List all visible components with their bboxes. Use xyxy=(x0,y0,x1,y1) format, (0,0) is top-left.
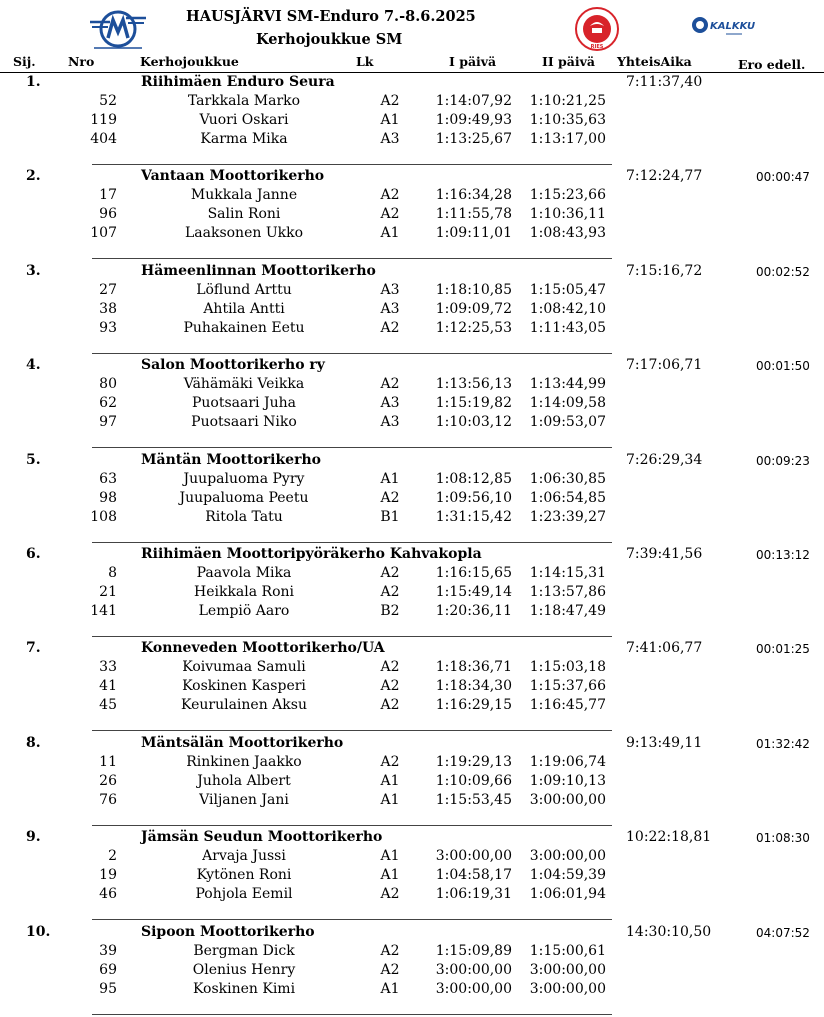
team-separator xyxy=(92,1014,612,1015)
kalkku-logo xyxy=(690,12,760,42)
rider-day2-time: 3:00:00,00 xyxy=(529,980,606,997)
rider-class: A1 xyxy=(380,867,400,884)
rider-name: Keurulainen Aksu xyxy=(181,697,307,714)
rider-day2-time: 1:06:01,94 xyxy=(529,886,606,903)
rider-name: Pohjola Eemil xyxy=(195,886,293,903)
rider-class: A2 xyxy=(380,206,400,223)
rider-number: 76 xyxy=(99,791,117,808)
team-club-name: Konneveden Moottorikerho/UA xyxy=(141,640,385,657)
team-club-name: Vantaan Moottorikerho xyxy=(141,168,325,185)
rider-name: Juhola Albert xyxy=(197,772,291,789)
team-gap-time: 01:32:42 xyxy=(756,736,810,751)
ries-logo xyxy=(574,6,620,52)
rider-number: 96 xyxy=(99,206,117,223)
team-total-time: 7:26:29,34 xyxy=(626,451,703,468)
rider-day1-time: 1:16:34,28 xyxy=(435,187,512,204)
rider-class: A2 xyxy=(380,753,400,770)
team-club-name: Riihimäen Enduro Seura xyxy=(141,74,335,90)
team-separator xyxy=(92,636,612,637)
rider-name: Koskinen Kimi xyxy=(192,980,296,997)
rider-name: Puotsaari Juha xyxy=(192,395,296,412)
team-rank: 3. xyxy=(26,262,41,279)
rider-class: A1 xyxy=(380,791,400,808)
team-gap-time: 00:01:50 xyxy=(756,359,810,374)
rider-day1-time: 1:18:10,85 xyxy=(435,281,512,298)
rider-class: A2 xyxy=(380,942,400,959)
col-lk: Lk xyxy=(356,54,374,69)
rider-day2-time: 1:04:59,39 xyxy=(529,867,606,884)
rider-day1-time: 1:18:34,30 xyxy=(435,678,512,695)
rider-name: Rinkinen Jaakko xyxy=(186,753,302,770)
rider-name: Ahtila Antti xyxy=(203,300,285,317)
rider-class: A2 xyxy=(380,961,400,978)
team-separator xyxy=(92,730,612,731)
rider-day1-time: 1:10:09,66 xyxy=(435,772,512,789)
rider-name: Koivumaa Samuli xyxy=(182,659,306,676)
team-separator xyxy=(92,542,612,543)
rider-day1-time: 1:15:09,89 xyxy=(435,942,512,959)
rider-number: 108 xyxy=(90,508,117,525)
rider-day1-time: 1:13:25,67 xyxy=(435,131,512,147)
team-total-time: 7:12:24,77 xyxy=(626,168,703,185)
team-total-time: 7:41:06,77 xyxy=(626,640,703,657)
team-block xyxy=(0,734,824,828)
team-separator xyxy=(92,825,612,826)
rider-name: Vuori Oskari xyxy=(199,112,289,128)
rider-class: A2 xyxy=(380,564,400,581)
col-kerhojoukkue: Kerhojoukkue xyxy=(140,54,239,69)
rider-day1-time: 1:04:58,17 xyxy=(435,867,512,884)
rider-class: A2 xyxy=(380,489,400,506)
team-club-name: Mäntän Moottorikerho xyxy=(141,451,321,468)
rider-day1-time: 1:14:07,92 xyxy=(435,93,512,109)
rider-day1-time: 3:00:00,00 xyxy=(435,848,512,865)
team-block xyxy=(0,262,824,356)
rider-day2-time: 1:23:39,27 xyxy=(529,508,606,525)
rider-number: 19 xyxy=(99,867,117,884)
rider-class: A2 xyxy=(380,93,400,109)
rider-number: 98 xyxy=(99,489,117,506)
rider-day1-time: 3:00:00,00 xyxy=(435,961,512,978)
rider-day2-time: 1:09:53,07 xyxy=(529,414,606,431)
col-sij: Sij. xyxy=(13,54,36,69)
rider-name: Koskinen Kasperi xyxy=(182,678,306,695)
rider-number: 119 xyxy=(90,112,117,128)
rider-day2-time: 1:08:43,93 xyxy=(529,225,606,242)
rider-name: Tarkkala Marko xyxy=(187,93,301,109)
team-rank: 2. xyxy=(26,168,41,185)
rider-class: A2 xyxy=(380,678,400,695)
rider-day1-time: 1:06:19,31 xyxy=(435,886,512,903)
rider-class: A2 xyxy=(380,886,400,903)
event-title: HAUSJÄRVI SM-Enduro 7.-8.6.2025 xyxy=(186,8,476,25)
rider-number: 38 xyxy=(99,300,117,317)
rider-day2-time: 1:10:36,11 xyxy=(529,206,606,223)
rider-number: 95 xyxy=(99,980,117,997)
team-total-time: 9:13:49,11 xyxy=(626,734,703,751)
team-total-time: 7:15:16,72 xyxy=(626,262,703,279)
team-rank: 8. xyxy=(26,734,41,751)
rider-number: 45 xyxy=(99,697,117,714)
team-separator xyxy=(92,258,612,259)
rider-day1-time: 1:09:49,93 xyxy=(435,112,512,128)
rider-day2-time: 1:13:44,99 xyxy=(529,376,606,393)
rider-class: B1 xyxy=(380,508,400,525)
rider-number: 33 xyxy=(99,659,117,676)
rider-day1-time: 1:15:19,82 xyxy=(435,395,512,412)
rider-number: 8 xyxy=(108,564,117,581)
team-total-time: 14:30:10,50 xyxy=(626,923,712,940)
rider-number: 41 xyxy=(99,678,117,695)
rider-class: A3 xyxy=(380,281,400,298)
team-rank: 1. xyxy=(26,74,41,90)
rider-name: Vähämäki Veikka xyxy=(183,376,305,393)
team-total-time: 7:17:06,71 xyxy=(626,357,703,374)
rider-number: 39 xyxy=(99,942,117,959)
rider-class: B2 xyxy=(380,602,400,619)
rider-number: 52 xyxy=(99,93,117,109)
rider-name: Olenius Henry xyxy=(192,961,296,978)
rider-day1-time: 1:08:12,85 xyxy=(435,470,512,487)
column-header-row xyxy=(0,52,824,73)
team-rank: 4. xyxy=(26,357,41,374)
rider-name: Paavola Mika xyxy=(196,564,292,581)
rider-name: Heikkala Roni xyxy=(193,583,295,600)
rider-day2-time: 1:15:00,61 xyxy=(529,942,606,959)
rider-day1-time: 1:13:56,13 xyxy=(435,376,512,393)
rider-day2-time: 3:00:00,00 xyxy=(529,961,606,978)
rider-day1-time: 3:00:00,00 xyxy=(435,980,512,997)
rider-day2-time: 1:13:17,00 xyxy=(529,131,606,147)
rider-number: 141 xyxy=(90,602,117,619)
rider-name: Bergman Dick xyxy=(193,942,295,959)
rider-class: A3 xyxy=(380,414,400,431)
rider-number: 46 xyxy=(99,886,117,903)
rider-number: 93 xyxy=(99,319,117,336)
rider-day1-time: 1:09:56,10 xyxy=(435,489,512,506)
team-gap-time: 01:08:30 xyxy=(756,831,810,846)
rider-class: A3 xyxy=(380,395,400,412)
rider-class: A1 xyxy=(380,980,400,997)
rider-class: A3 xyxy=(380,300,400,317)
rider-class: A3 xyxy=(380,131,400,147)
rider-name: Arvaja Jussi xyxy=(202,848,286,865)
team-block xyxy=(0,167,824,261)
rider-day2-time: 1:11:43,05 xyxy=(529,319,606,336)
rider-class: A1 xyxy=(380,470,400,487)
rider-day2-time: 1:06:54,85 xyxy=(529,489,606,506)
rider-class: A2 xyxy=(380,376,400,393)
rider-number: 27 xyxy=(99,281,117,298)
rider-number: 17 xyxy=(99,187,117,204)
rider-number: 11 xyxy=(99,753,117,770)
rider-class: A2 xyxy=(380,697,400,714)
rider-number: 21 xyxy=(99,583,117,600)
page-header xyxy=(0,0,824,52)
rider-day2-time: 1:06:30,85 xyxy=(529,470,606,487)
rider-name: Karma Mika xyxy=(200,131,288,147)
col-total: YhteisAika xyxy=(617,54,692,69)
rider-day1-time: 1:16:29,15 xyxy=(435,697,512,714)
team-club-name: Salon Moottorikerho ry xyxy=(141,357,325,374)
team-rank: 10. xyxy=(26,923,51,940)
rider-day2-time: 1:19:06,74 xyxy=(529,753,606,770)
col-gap: Ero edell. xyxy=(738,57,806,72)
rider-day1-time: 1:09:09,72 xyxy=(435,300,512,317)
rider-day2-time: 1:15:03,18 xyxy=(529,659,606,676)
ries-logo-text: RIES xyxy=(590,44,604,50)
rider-name: Mukkala Janne xyxy=(190,187,298,204)
rider-day2-time: 1:14:15,31 xyxy=(529,564,606,581)
team-total-time: 7:11:37,40 xyxy=(626,74,703,90)
rider-day2-time: 3:00:00,00 xyxy=(529,848,606,865)
rider-name: Juupaluoma Peetu xyxy=(179,489,309,506)
team-rank: 7. xyxy=(26,640,41,657)
team-block xyxy=(0,923,824,1017)
rider-name: Juupaluoma Pyry xyxy=(183,470,305,487)
team-separator xyxy=(92,919,612,920)
team-gap-time: 00:13:12 xyxy=(756,547,810,562)
rider-day1-time: 1:16:15,65 xyxy=(435,564,512,581)
rider-number: 62 xyxy=(99,395,117,412)
rider-name: Kytönen Roni xyxy=(196,867,292,884)
rider-number: 404 xyxy=(90,131,117,147)
rider-day2-time: 1:09:10,13 xyxy=(529,772,606,789)
rider-number: 2 xyxy=(108,848,117,865)
rider-day1-time: 1:19:29,13 xyxy=(435,753,512,770)
team-separator xyxy=(92,164,612,165)
team-separator xyxy=(92,353,612,354)
team-rank: 6. xyxy=(26,545,41,562)
rider-day2-time: 1:18:47,49 xyxy=(529,602,606,619)
rider-class: A2 xyxy=(380,659,400,676)
rider-day1-time: 1:20:36,11 xyxy=(435,602,512,619)
rider-day2-time: 1:10:35,63 xyxy=(529,112,606,128)
rider-day1-time: 1:15:53,45 xyxy=(435,791,512,808)
rider-day2-time: 1:10:21,25 xyxy=(529,93,606,109)
team-block xyxy=(0,828,824,922)
team-club-name: Mäntsälän Moottorikerho xyxy=(141,734,344,751)
rider-name: Ritola Tatu xyxy=(205,508,283,525)
rider-day2-time: 1:15:37,66 xyxy=(529,678,606,695)
results-table xyxy=(0,73,824,1017)
rider-name: Laaksonen Ukko xyxy=(184,225,304,242)
rider-day1-time: 1:09:11,01 xyxy=(435,225,512,242)
rider-number: 80 xyxy=(99,376,117,393)
rider-class: A2 xyxy=(380,319,400,336)
rider-name: Salin Roni xyxy=(207,206,281,223)
rider-day2-time: 1:15:05,47 xyxy=(529,281,606,298)
rider-number: 26 xyxy=(99,772,117,789)
rider-name: Viljanen Jani xyxy=(199,791,289,808)
team-block xyxy=(0,451,824,545)
rider-class: A1 xyxy=(380,772,400,789)
col-day2: II päivä xyxy=(542,54,595,69)
rider-day2-time: 3:00:00,00 xyxy=(529,791,606,808)
col-nro: Nro xyxy=(68,54,95,69)
rider-number: 107 xyxy=(90,225,117,242)
team-total-time: 7:39:41,56 xyxy=(626,545,703,562)
team-club-name: Hämeenlinnan Moottorikerho xyxy=(141,262,376,279)
rider-number: 63 xyxy=(99,470,117,487)
rider-name: Lempiö Aaro xyxy=(198,602,290,619)
rider-day1-time: 1:31:15,42 xyxy=(435,508,512,525)
team-gap-time: 00:09:23 xyxy=(756,453,810,468)
team-gap-time: 00:02:52 xyxy=(756,264,810,279)
rider-day2-time: 1:13:57,86 xyxy=(529,583,606,600)
rider-day1-time: 1:10:03,12 xyxy=(435,414,512,431)
rider-class: A2 xyxy=(380,187,400,204)
rider-class: A1 xyxy=(380,225,400,242)
team-club-name: Sipoon Moottorikerho xyxy=(141,923,315,940)
rider-name: Puotsaari Niko xyxy=(191,414,297,431)
team-separator xyxy=(92,447,612,448)
rider-day1-time: 1:18:36,71 xyxy=(435,659,512,676)
rider-class: A2 xyxy=(380,583,400,600)
event-subtitle: Kerhojoukkue SM xyxy=(256,31,403,48)
team-gap-time: 04:07:52 xyxy=(756,925,810,940)
team-rank: 5. xyxy=(26,451,41,468)
team-block xyxy=(0,356,824,450)
team-gap-time: 00:00:47 xyxy=(756,170,810,185)
rider-number: 69 xyxy=(99,961,117,978)
team-block xyxy=(0,73,824,167)
team-gap-time: 00:01:25 xyxy=(756,642,810,657)
kalkku-logo-text: KALKKU xyxy=(710,21,756,32)
rider-day1-time: 1:11:55,78 xyxy=(435,206,512,223)
col-day1: I päivä xyxy=(449,54,497,69)
msl-logo xyxy=(88,8,148,50)
rider-day1-time: 1:12:25,53 xyxy=(435,319,512,336)
team-total-time: 10:22:18,81 xyxy=(626,829,712,846)
team-club-name: Jämsän Seudun Moottorikerho xyxy=(141,829,383,846)
team-rank: 9. xyxy=(26,829,41,846)
rider-day1-time: 1:15:49,14 xyxy=(435,583,512,600)
rider-class: A1 xyxy=(380,112,400,128)
rider-number: 97 xyxy=(99,414,117,431)
team-club-name: Riihimäen Moottoripyöräkerho Kahvakopla xyxy=(141,545,482,562)
team-block xyxy=(0,545,824,639)
rider-day2-time: 1:14:09,58 xyxy=(529,395,606,412)
rider-day2-time: 1:16:45,77 xyxy=(529,697,606,714)
rider-class: A1 xyxy=(380,848,400,865)
rider-name: Löflund Arttu xyxy=(196,281,292,298)
rider-name: Puhakainen Eetu xyxy=(183,319,305,336)
rider-day2-time: 1:08:42,10 xyxy=(529,300,606,317)
team-block xyxy=(0,639,824,733)
rider-day2-time: 1:15:23,66 xyxy=(529,187,606,204)
